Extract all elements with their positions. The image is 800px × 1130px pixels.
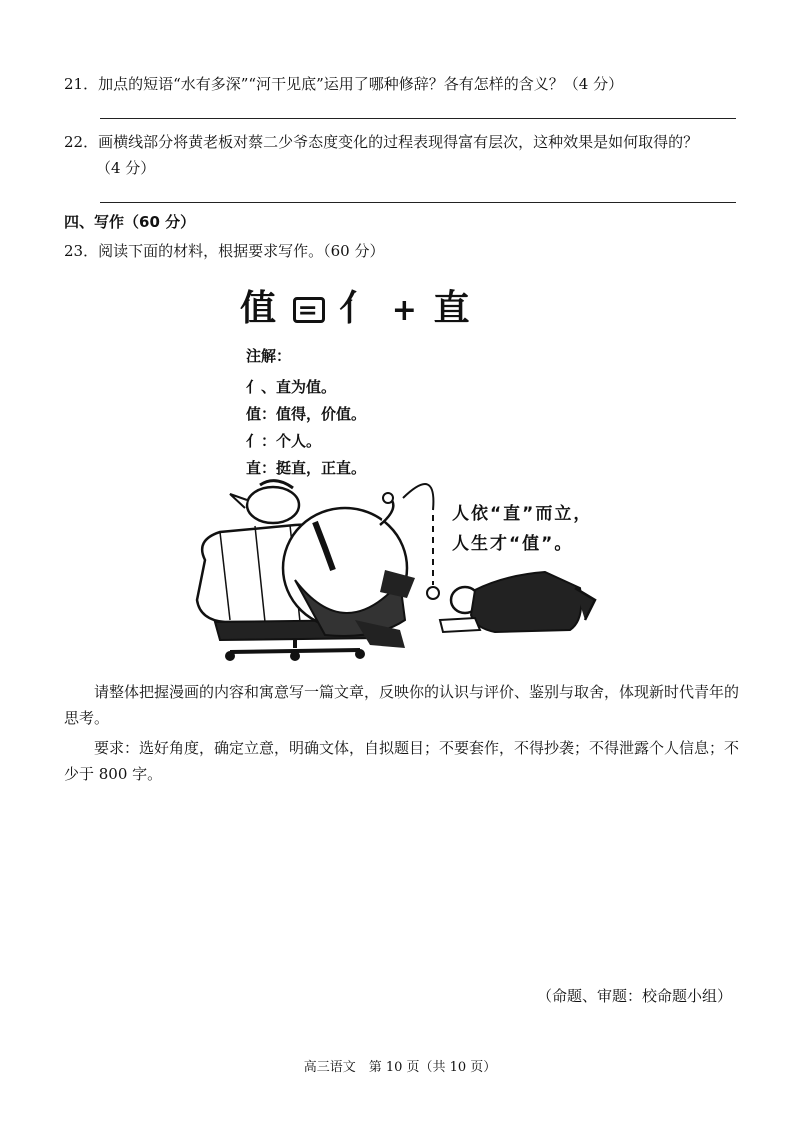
note-line-1: 亻、直为值。 xyxy=(246,378,337,396)
plus-sign: + xyxy=(391,292,419,328)
formula-mid: 亻 xyxy=(339,288,378,329)
note-line-3: 亻：个人。 xyxy=(246,432,322,450)
caption-line-1: 人依“直”而立， xyxy=(452,504,593,524)
equals-sign: = xyxy=(293,297,325,323)
question-23 xyxy=(64,240,384,262)
section-title-writing: 四、写作（60 分） xyxy=(64,213,196,231)
formula-right: 直 xyxy=(433,288,472,329)
answer-line-21[interactable] xyxy=(100,118,736,119)
notes-heading: 注解： xyxy=(246,347,292,365)
question-21-number: 21． xyxy=(64,75,99,93)
credit-line: （命题、审题：校命题小组） xyxy=(536,987,732,1005)
notes-block xyxy=(246,343,366,482)
question-22-points: （4 分） xyxy=(96,159,156,177)
page-footer: 高三语文 第 10 页（共 10 页） xyxy=(303,1060,497,1075)
question-22 xyxy=(64,131,698,153)
note-line-2: 值：值得，价值。 xyxy=(246,405,367,423)
prompt-paragraph-1: 请整体把握漫画的内容和寓意写一篇文章，反映你的认识与评价、鉴别与取舍，体现新时代青年的思考。 xyxy=(64,683,740,727)
question-22-number: 22． xyxy=(64,133,99,151)
question-21-text: 加点的短语“水有多深”“河干见底”运用了哪种修辞？各有怎样的含义？（4 分） xyxy=(98,75,624,93)
prompt-paragraph-2: 要求：选好角度，确定立意，明确文体，自拟题目；不要套作，不得抄袭；不得泄露个人信息；不少于 800 字。 xyxy=(64,739,740,783)
question-21 xyxy=(64,73,623,95)
question-23-text: 阅读下面的材料，根据要求写作。（60 分） xyxy=(98,242,385,260)
note-line-4: 直：挺直，正直。 xyxy=(246,459,367,477)
question-23-number: 23． xyxy=(64,242,99,260)
kneeling-man-figure xyxy=(440,572,595,632)
caption-line-2: 人生才“值”。 xyxy=(452,534,574,554)
formula-left: 值 xyxy=(240,288,279,329)
answer-line-22[interactable] xyxy=(100,202,736,203)
question-22-text: 画横线部分将黄老板对蔡二少爷态度变化的过程表现得富有层次，这种效果是如何取得的？ xyxy=(98,133,699,151)
formula xyxy=(240,280,471,331)
cartoon-caption xyxy=(452,499,592,559)
